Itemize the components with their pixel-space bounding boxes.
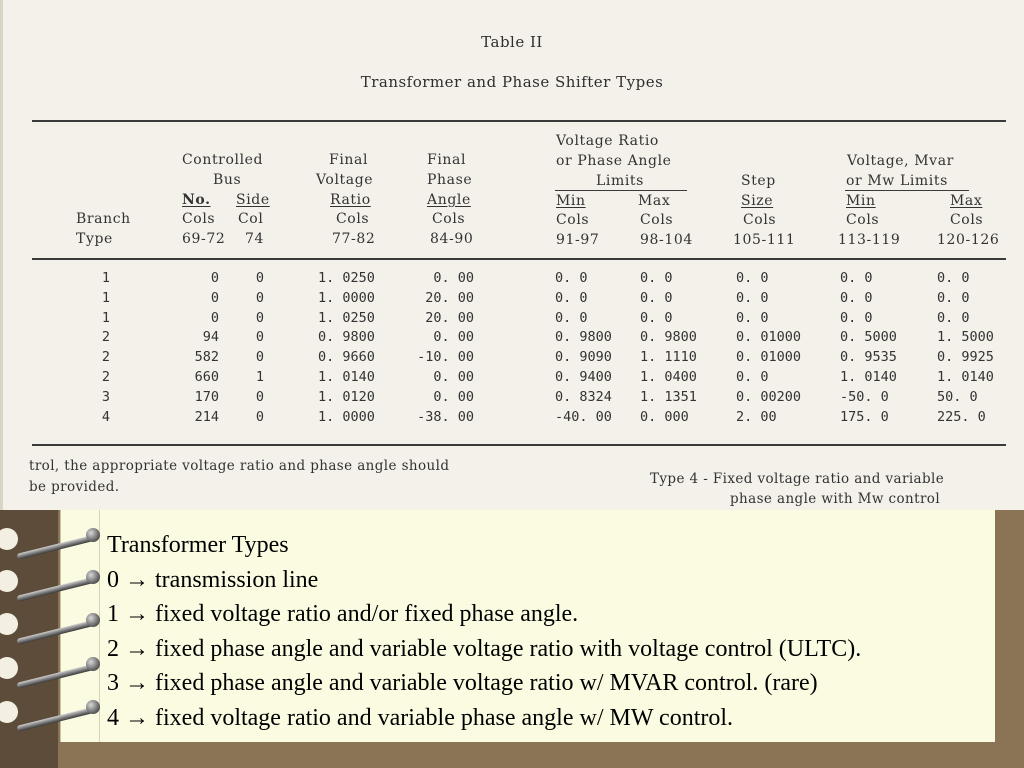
header-vm-min-cols: Cols: [846, 212, 880, 228]
cell-bus-side: 0: [255, 289, 264, 306]
table-caption: Transformer and Phase Shifter Types: [360, 73, 664, 91]
cell-step-size: 0. 0: [736, 309, 769, 326]
cell-bus-no: 0: [210, 309, 219, 326]
cell-limit-max: 0. 0: [640, 270, 673, 286]
header-type: Type: [76, 231, 113, 247]
cell-vm-max: 0. 0: [937, 270, 970, 286]
header-ratio: Ratio: [330, 192, 371, 208]
header-size: Size: [741, 193, 774, 209]
cell-bus-no: 0: [210, 270, 219, 286]
cell-step-size: 0. 0: [736, 270, 769, 286]
cell-branch-type: 3: [101, 388, 110, 405]
header-angle: Angle: [427, 192, 471, 208]
binding-hole: [0, 570, 18, 592]
header-step-cols: Cols: [743, 212, 777, 228]
cell-vm-max: 0. 0: [937, 309, 970, 326]
cell-limit-min: 0. 9400: [555, 369, 612, 385]
header-voltage: Voltage: [316, 172, 374, 188]
header-vm-max: Max: [950, 193, 983, 209]
cell-final-ratio: 0. 9660: [318, 349, 375, 366]
header-bus: Bus: [213, 172, 242, 188]
cell-vm-min: 1. 0140: [840, 369, 897, 385]
cell-step-size: 0. 0: [736, 369, 769, 385]
header-step-range: 105-111: [733, 232, 796, 248]
cell-final-angle: -10. 00: [417, 349, 474, 366]
cell-final-ratio: 1. 0250: [318, 270, 375, 286]
cell-limit-min: 0. 8324: [555, 388, 612, 405]
cell-vm-max: 225. 0: [937, 408, 986, 425]
cell-limit-min: -40. 00: [555, 408, 612, 425]
cell-vm-min: -50. 0: [840, 388, 889, 405]
slide-line-type-3: 3 → fixed phase angle and variable voltage ratio w/ MVAR control. (rare): [107, 670, 818, 696]
cell-branch-type: 2: [101, 329, 110, 346]
header-ratio-range: 77-82: [332, 231, 376, 247]
cell-limit-min: 0. 0: [555, 309, 588, 326]
note-left-1: trol, the appropriate voltage ratio and phase angle should: [29, 458, 450, 474]
cell-bus-no: 94: [202, 329, 219, 346]
cell-limit-max: 1. 1110: [640, 349, 697, 366]
slide-text-block: [107, 528, 861, 735]
cell-branch-type: 4: [101, 408, 110, 425]
spiral-ring-knob: [86, 657, 100, 671]
header-limits: Limits: [596, 173, 644, 189]
cell-vm-max: 0. 0: [937, 289, 970, 306]
cell-final-ratio: 0. 9800: [318, 329, 375, 346]
cell-vm-max: 1. 0140: [937, 369, 994, 385]
header-side-range: 74: [245, 231, 265, 247]
header-vm-limits: or Mw Limits: [846, 173, 948, 189]
cell-vm-max: 0. 9925: [937, 349, 994, 366]
cell-final-angle: -38. 00: [417, 408, 474, 425]
cell-final-ratio: 1. 0120: [318, 388, 375, 405]
cell-step-size: 0. 00200: [736, 388, 802, 405]
cell-final-angle: 0. 00: [433, 388, 474, 405]
note-right-2: phase angle with Mw control: [730, 491, 941, 507]
cell-branch-type: 2: [101, 369, 110, 385]
cell-vm-min: 0. 0: [840, 289, 873, 306]
header-ratio-cols: Cols: [336, 211, 370, 227]
binding-hole: [0, 528, 18, 550]
header-min-range: 91-97: [556, 232, 600, 248]
cell-bus-side: 0: [255, 309, 264, 326]
cell-final-angle: 0. 00: [433, 329, 474, 346]
cell-bus-side: 1: [255, 369, 264, 385]
header-no-cols: Cols: [182, 211, 216, 227]
header-max-cols: Cols: [640, 212, 674, 228]
cell-step-size: 0. 01000: [736, 349, 802, 366]
cell-bus-no: 214: [194, 408, 219, 425]
cell-bus-side: 0: [255, 270, 264, 286]
header-vm-min-range: 113-119: [838, 232, 901, 248]
cell-limit-max: 1. 0400: [640, 369, 697, 385]
note-left-2: be provided.: [29, 479, 120, 495]
cell-limit-min: 0. 9090: [555, 349, 612, 366]
cell-final-angle: 20. 00: [425, 309, 474, 326]
header-vm-max-range: 120-126: [937, 232, 1000, 248]
cell-step-size: 2. 00: [736, 408, 777, 425]
header-limits-1: Voltage Ratio: [556, 133, 659, 149]
cell-limit-max: 0. 9800: [640, 329, 697, 346]
cell-limit-min: 0. 0: [555, 270, 588, 286]
table-title: Table II: [481, 33, 543, 51]
cell-bus-no: 582: [194, 349, 219, 366]
cell-limit-min: 0. 9800: [555, 329, 612, 346]
cell-bus-no: 0: [210, 289, 219, 306]
slide-line-type-1: 1 → fixed voltage ratio and/or fixed phase angle.: [107, 601, 579, 627]
cell-bus-no: 660: [194, 369, 219, 385]
binding-hole: [0, 701, 18, 723]
cell-final-ratio: 1. 0000: [318, 408, 375, 425]
cell-bus-side: 0: [255, 349, 264, 366]
header-limits-2: or Phase Angle: [556, 153, 672, 169]
header-no: No.: [182, 192, 211, 208]
spiral-ring-knob: [86, 613, 100, 627]
cell-bus-side: 0: [255, 388, 264, 405]
header-no-range: 69-72: [182, 231, 226, 247]
header-vm-min: Min: [846, 193, 876, 209]
header-max-range: 98-104: [640, 232, 693, 248]
cell-limit-max: 0. 0: [640, 309, 673, 326]
cell-final-angle: 0. 00: [433, 270, 474, 286]
header-min: Min: [556, 193, 586, 209]
cell-limit-max: 0. 000: [640, 408, 689, 425]
cell-limit-min: 0. 0: [555, 289, 588, 306]
header-vm-max-cols: Cols: [950, 212, 984, 228]
binding-hole: [0, 613, 18, 635]
cell-branch-type: 1: [101, 270, 110, 286]
cell-step-size: 0. 0: [736, 289, 769, 306]
table-top-rule: [32, 120, 1006, 122]
cell-branch-type: 1: [101, 309, 110, 326]
cell-final-ratio: 1. 0000: [318, 289, 375, 306]
cell-vm-min: 0. 5000: [840, 329, 897, 346]
cell-vm-min: 0. 9535: [840, 349, 897, 366]
header-final-1: Final: [329, 152, 369, 168]
cell-bus-side: 0: [255, 329, 264, 346]
header-angle-range: 84-90: [430, 231, 474, 247]
cell-branch-type: 2: [101, 349, 110, 366]
header-min-cols: Cols: [556, 212, 590, 228]
header-side-col: Col: [238, 211, 264, 227]
header-branch: Branch: [76, 211, 131, 227]
cell-vm-min: 175. 0: [840, 408, 889, 425]
cell-vm-max: 1. 5000: [937, 329, 994, 346]
cell-final-angle: 0. 00: [433, 369, 474, 385]
cell-final-ratio: 1. 0250: [318, 309, 375, 326]
header-max: Max: [638, 193, 671, 209]
spiral-ring-knob: [86, 528, 100, 542]
cell-bus-no: 170: [194, 388, 219, 405]
spiral-ring-knob: [86, 570, 100, 584]
header-step: Step: [741, 173, 776, 189]
note-right-1: Type 4 - Fixed voltage ratio and variable: [650, 471, 945, 487]
header-angle-cols: Cols: [432, 211, 466, 227]
slide-line-type-4: 4 → fixed voltage ratio and variable phase angle w/ MW control.: [107, 704, 734, 731]
cell-limit-max: 0. 0: [640, 289, 673, 306]
header-vm-title: Voltage, Mvar: [847, 153, 954, 169]
slide-heading: Transformer Types: [107, 532, 289, 558]
slide-line-type-0: 0 → transmission line: [107, 566, 319, 593]
cell-vm-min: 0. 0: [840, 270, 873, 286]
cell-branch-type: 1: [101, 289, 110, 306]
spiral-ring-knob: [86, 700, 100, 714]
cell-vm-max: 50. 0: [937, 388, 978, 405]
cell-vm-min: 0. 0: [840, 309, 873, 326]
header-side: Side: [236, 192, 270, 208]
cell-bus-side: 0: [255, 408, 264, 425]
slide-line-type-2: 2 → fixed phase angle and variable voltage ratio with voltage control (ULTC).: [107, 635, 862, 662]
binding-hole: [0, 657, 18, 679]
cell-final-ratio: 1. 0140: [318, 369, 375, 385]
table-header-rule: [32, 258, 1006, 260]
table-bottom-rule: [32, 444, 1006, 446]
header-controlled: Controlled: [182, 152, 264, 168]
cell-step-size: 0. 01000: [736, 329, 802, 346]
header-phase: Phase: [427, 172, 473, 188]
cell-limit-max: 1. 1351: [640, 388, 697, 405]
header-final-2: Final: [427, 152, 467, 168]
cell-final-angle: 20. 00: [425, 289, 474, 306]
